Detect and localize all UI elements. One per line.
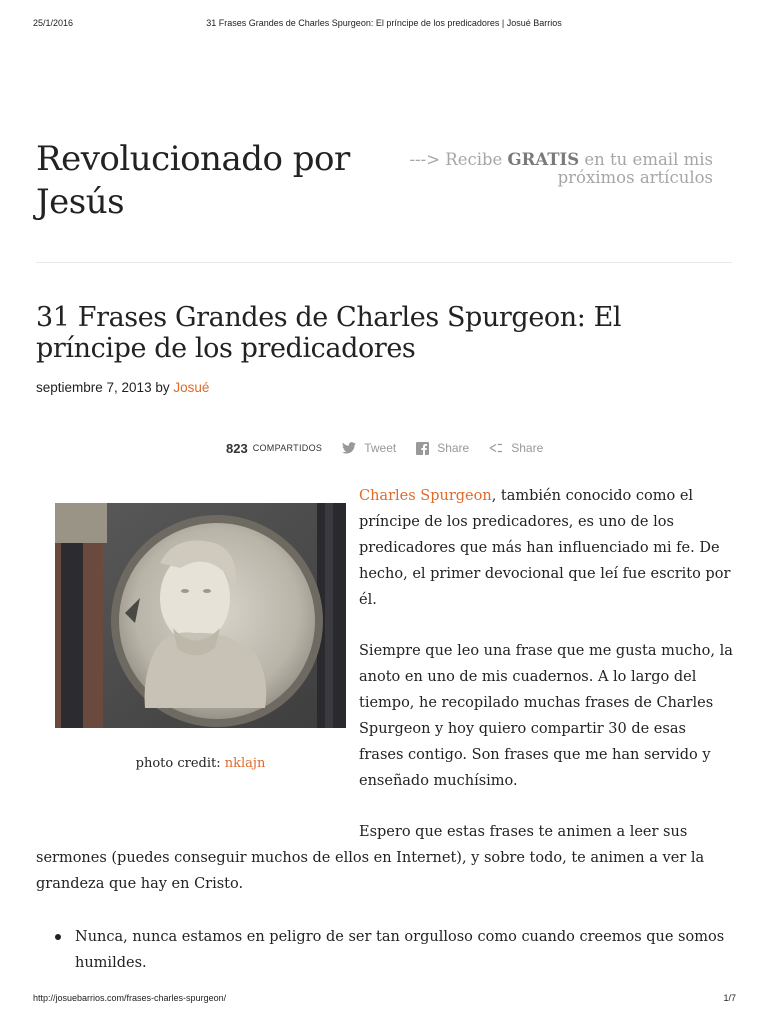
facebook-share-button[interactable] xyxy=(416,441,469,455)
quote-text: Nunca, nunca estamos en peligro de ser tan orgulloso como cuando creemos que somos humildes. xyxy=(75,929,725,971)
subscribe-suffix: en tu email mis próximos artículos xyxy=(557,150,713,187)
twitter-icon xyxy=(342,442,356,454)
print-date: 25/1/2016 xyxy=(33,18,74,28)
site-title[interactable]: Revolucionado por Jesús xyxy=(36,139,350,222)
post-by: by xyxy=(151,380,174,395)
tweet-label: Tweet xyxy=(364,441,397,455)
spurgeon-photo xyxy=(55,503,346,728)
charles-spurgeon-link[interactable]: Charles Spurgeon xyxy=(359,488,492,504)
third-paragraph-rest: sermones (puedes conseguir muchos de ellos en Internet), y sobre todo, te animen a ver la grandeza que hay en Cristo. xyxy=(36,850,705,892)
print-title: 31 Frases Grandes de Charles Spurgeon: El príncipe de los predicadores | Josué Barrios xyxy=(206,18,562,28)
print-url: http://josuebarrios.com/frases-charles-spurgeon/ xyxy=(33,993,227,1003)
subscribe-free: GRATIS xyxy=(507,150,580,169)
second-paragraph: Siempre que leo una frase que me gusta mucho, la anoto en uno de mis cuadernos. A lo largo del tiempo, he recopilado muchas frases de Charles Spurgeon y hoy quiero compartir 30 de esas frases contigo. Son frases que me han servido y enseñado muchísimo. xyxy=(359,643,733,789)
post-meta xyxy=(36,380,209,395)
more-share-button[interactable] xyxy=(489,441,543,455)
quote-list xyxy=(75,924,725,976)
print-header xyxy=(0,18,768,32)
author-link[interactable]: Josué xyxy=(173,380,210,395)
print-footer xyxy=(0,993,768,1007)
caption-prefix: photo credit: xyxy=(135,756,225,771)
tweet-button[interactable] xyxy=(342,441,396,455)
intro-paragraph xyxy=(359,483,734,613)
facebook-icon xyxy=(416,442,429,455)
subscribe-callout[interactable] xyxy=(393,151,713,187)
share-icon xyxy=(489,442,503,454)
bullet-icon xyxy=(55,934,61,940)
photo-caption xyxy=(55,756,346,771)
spurgeon-relief-image xyxy=(55,503,346,728)
post-title: 31 Frases Grandes de Charles Spurgeon: El príncipe de los predicadores xyxy=(36,302,622,364)
post-date: septiembre 7, 2013 xyxy=(36,380,152,395)
photo-credit-link[interactable]: nklajn xyxy=(224,756,266,771)
more-share-label: Share xyxy=(511,441,544,455)
subscribe-prefix: ---> Recibe xyxy=(409,150,508,169)
facebook-share-label: Share xyxy=(437,441,470,455)
share-count-label: COMPARTIDOS xyxy=(252,443,323,453)
intro-paragraph-text: , también conocido como el príncipe de los predicadores, es uno de los predicadores que más han influenciado mi fe. De hecho, el primer devocional que leí fue escrito por él. xyxy=(359,488,731,608)
print-page-number: 1/7 xyxy=(723,993,736,1003)
share-bar xyxy=(226,438,563,458)
third-paragraph-start: Espero que estas frases te animen a leer sus xyxy=(359,824,688,840)
list-item xyxy=(75,924,725,976)
share-count: 823 xyxy=(226,440,248,456)
header-divider xyxy=(36,262,732,263)
